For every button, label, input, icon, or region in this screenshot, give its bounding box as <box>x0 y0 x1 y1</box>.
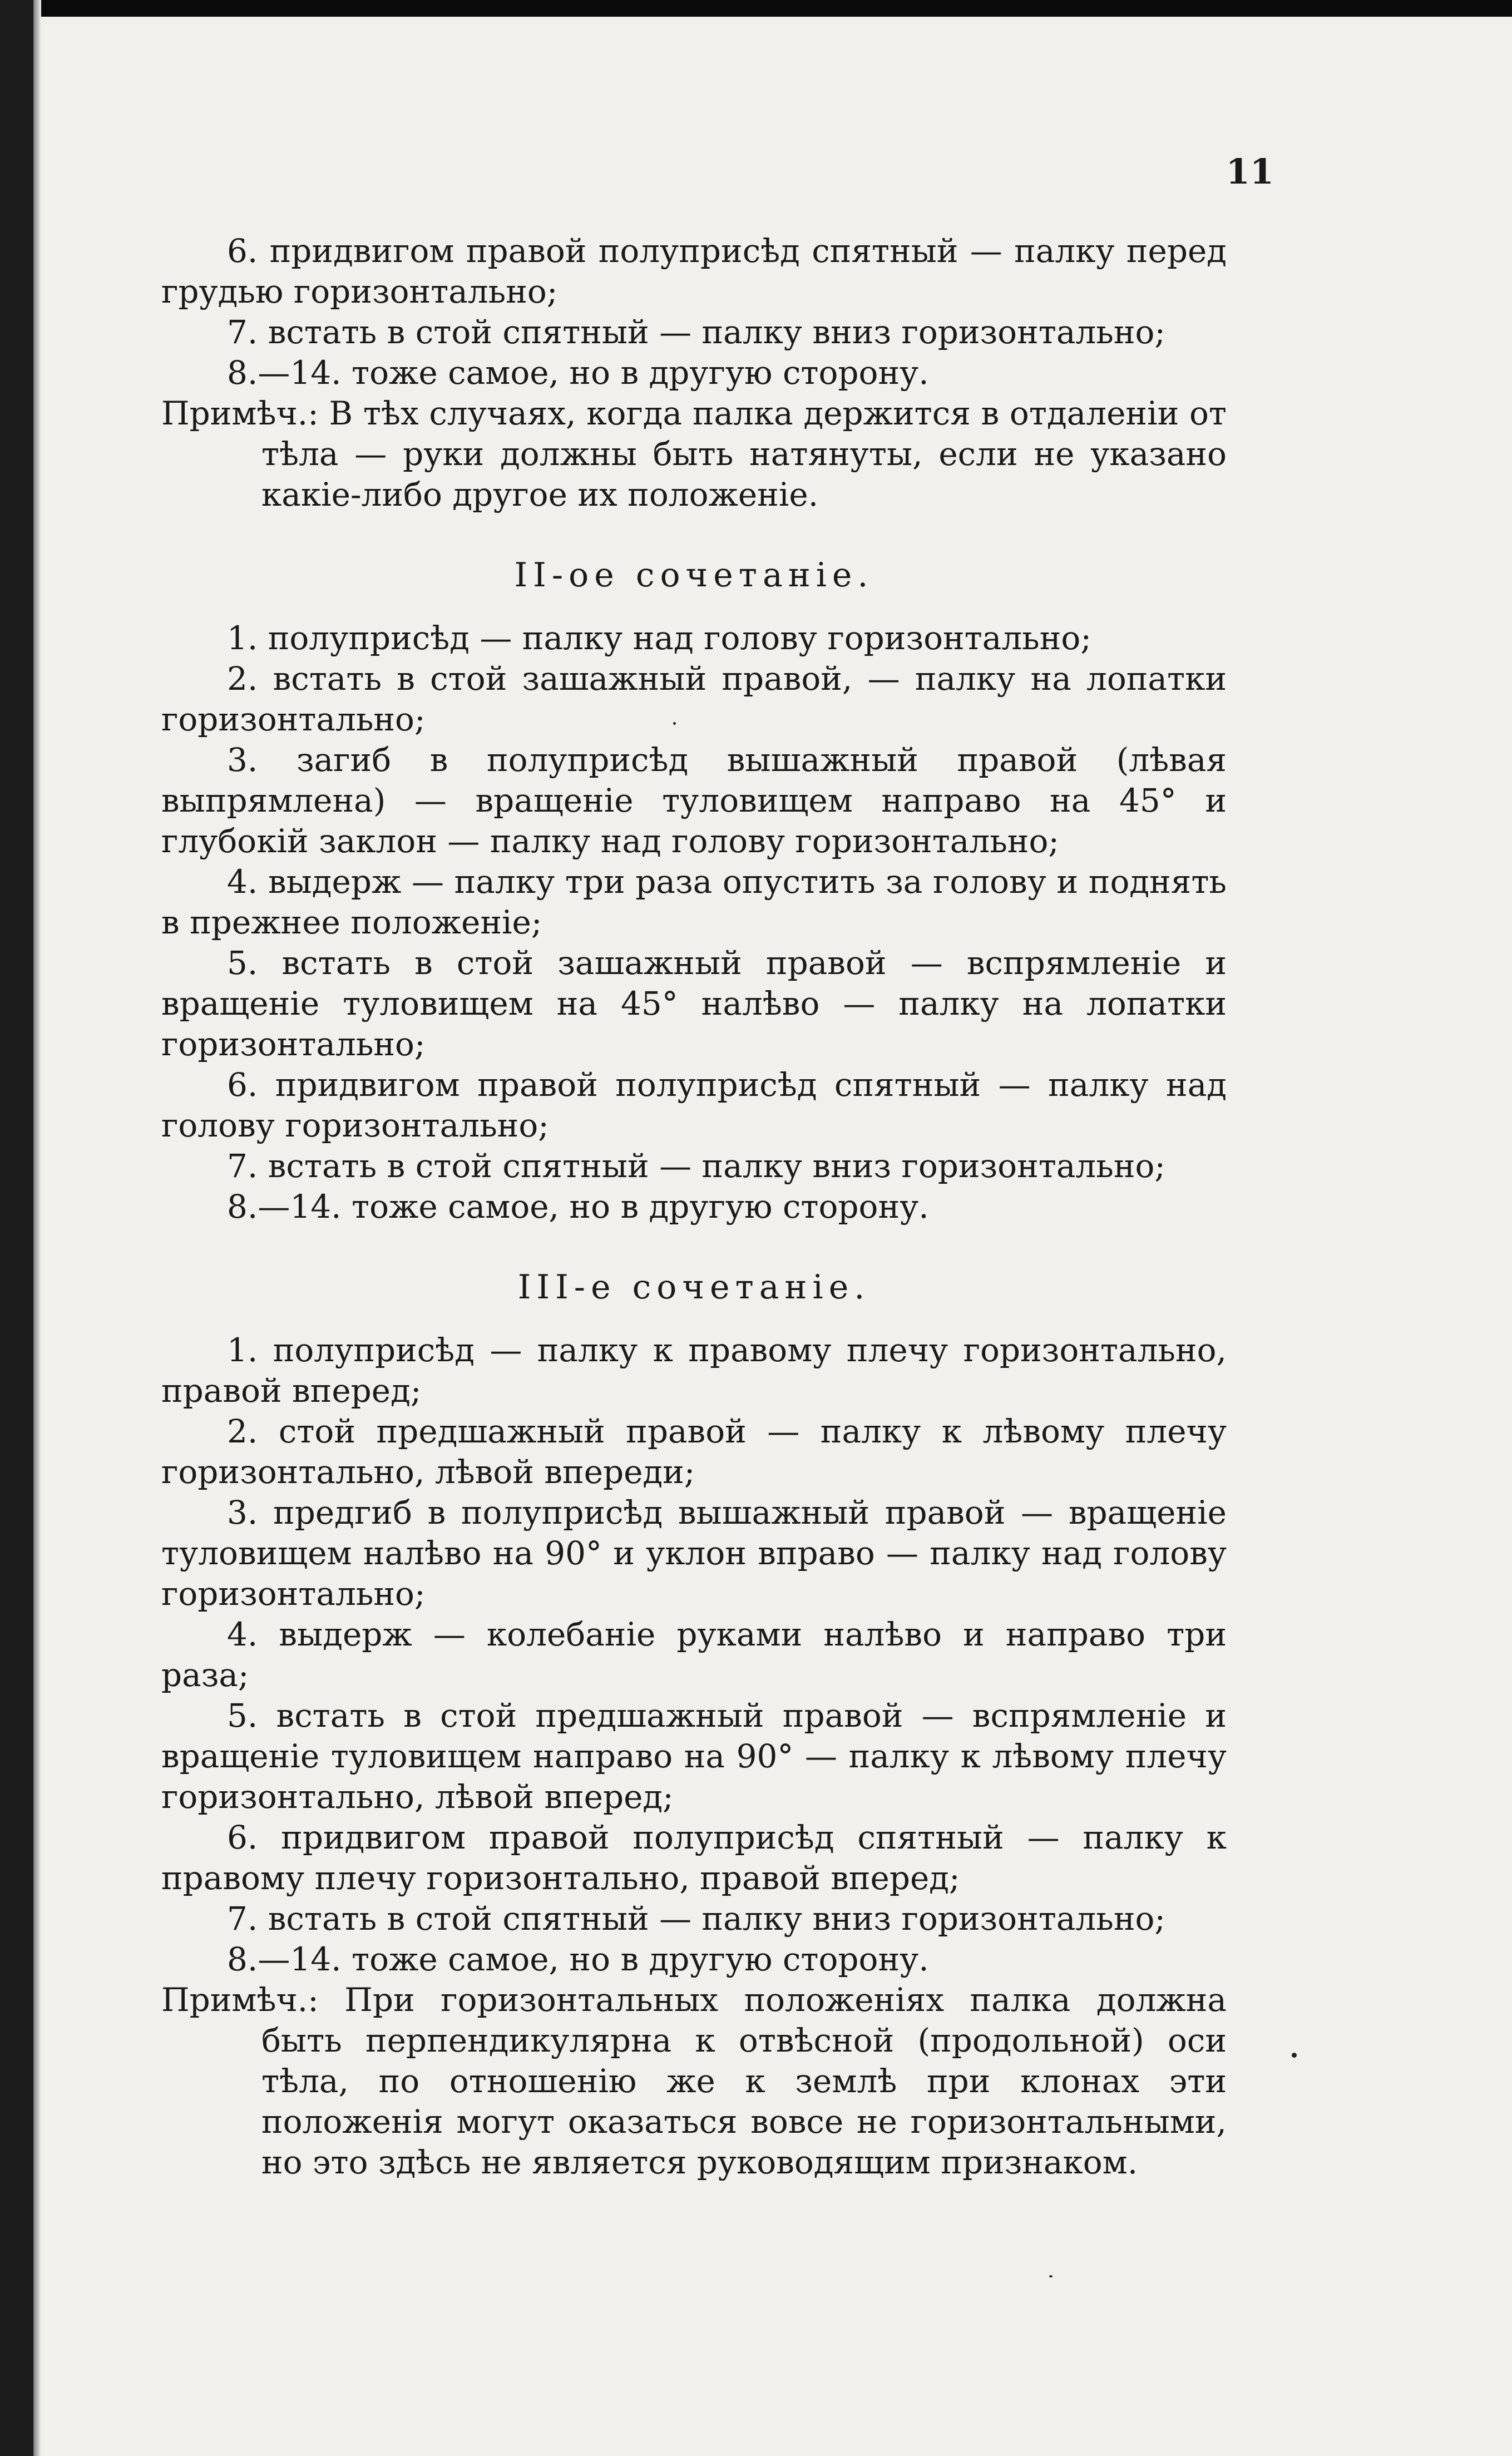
note-label: Примѣч.: <box>161 394 319 432</box>
list-item: 6. придвигом правой полуприсѣд спятный — палку над голову горизонтально; <box>161 1066 1227 1144</box>
section-2-heading: II-ое сочетаніе. <box>514 556 874 595</box>
list-item: 8.—14. тоже самое, но в другую сторону. <box>227 1940 929 1978</box>
section-1 <box>161 231 1227 515</box>
list-item: 4. выдерж — палку три раза опустить за голову и поднять в прежнее положеніе; <box>161 863 1227 941</box>
list-item: 2. стой предшажный правой — палку к лѣвому плечу горизонтально, лѣвой впереди; <box>161 1412 1227 1491</box>
list-item: 3. предгиб в полуприсѣд вышажный правой — вращеніе туловищем налѣво на 90° и уклон вправо — палку над голову горизонтально; <box>161 1494 1227 1613</box>
scan-speck <box>1049 2275 1053 2277</box>
section-3-heading: III-е сочетаніе. <box>517 1268 871 1307</box>
list-item: 5. встать в стой зашажный правой — вспрямленіе и вращеніе туловищем на 45° налѣво — палку на лопатки горизонтально; <box>161 944 1227 1063</box>
note-label: Примѣч.: <box>161 1981 319 2019</box>
list-item: 7. встать в стой спятный — палку вниз горизонтально; <box>227 1900 1165 1938</box>
page-number: 11 <box>1226 151 1274 192</box>
list-item: 4. выдерж — колебаніе руками налѣво и направо три раза; <box>161 1615 1227 1694</box>
list-item: 6. придвигом правой полуприсѣд спятный — палку перед грудью горизонтально; <box>161 232 1227 310</box>
page-body <box>161 231 1227 2183</box>
list-item: 6. придвигом правой полуприсѣд спятный — палку к правому плечу горизонтально, правой вперед; <box>161 1818 1227 1897</box>
scan-binding-edge <box>0 0 33 2456</box>
list-item: 3. загиб в полуприсѣд вышажный правой (лѣвая выпрямлена) — вращеніе туловищем направо на 45° и глубокій заклон — палку над голову горизонтально; <box>161 741 1227 860</box>
note <box>161 1980 1227 2183</box>
list-item: 5. встать в стой предшажный правой — вспрямленіе и вращеніе туловищем направо на 90° — палку к лѣвому плечу горизонтально, лѣвой вперед; <box>161 1697 1227 1816</box>
note-text: При горизонтальных положеніях палка должна быть перпендикулярна к отвѣсной (продольной) оси тѣла, по отношенію же к землѣ при клонах эти положенія могут оказаться вовсе не горизонтальными, но это здѣсь не является руководящим признаком. <box>261 1981 1227 2181</box>
note-text: В тѣх случаях, когда палка держится в отдаленіи от тѣла — руки должны быть натянуты, если не указано какіе-либо другое их положеніе. <box>261 394 1227 513</box>
section-2 <box>161 618 1227 1227</box>
list-item: 1. полуприсѣд — палку к правому плечу горизонтально, правой вперед; <box>161 1331 1227 1410</box>
scan-binding-shadow <box>33 0 41 2456</box>
list-item: 7. встать в стой спятный — палку вниз горизонтально; <box>227 1147 1165 1185</box>
note <box>161 393 1227 515</box>
list-item: 2. встать в стой зашажный правой, — палку на лопатки горизонтально; <box>161 660 1227 738</box>
scan-top-border <box>0 0 1512 17</box>
scan-speck <box>673 722 676 725</box>
list-item: 1. полуприсѣд — палку над голову горизонтально; <box>227 619 1091 657</box>
list-item: 8.—14. тоже самое, но в другую сторону. <box>227 354 929 392</box>
scan-speck <box>1292 2053 1297 2058</box>
section-3 <box>161 1330 1227 2183</box>
list-item: 7. встать в стой спятный — палку вниз горизонтально; <box>227 313 1165 351</box>
list-item: 8.—14. тоже самое, но в другую сторону. <box>227 1188 929 1225</box>
